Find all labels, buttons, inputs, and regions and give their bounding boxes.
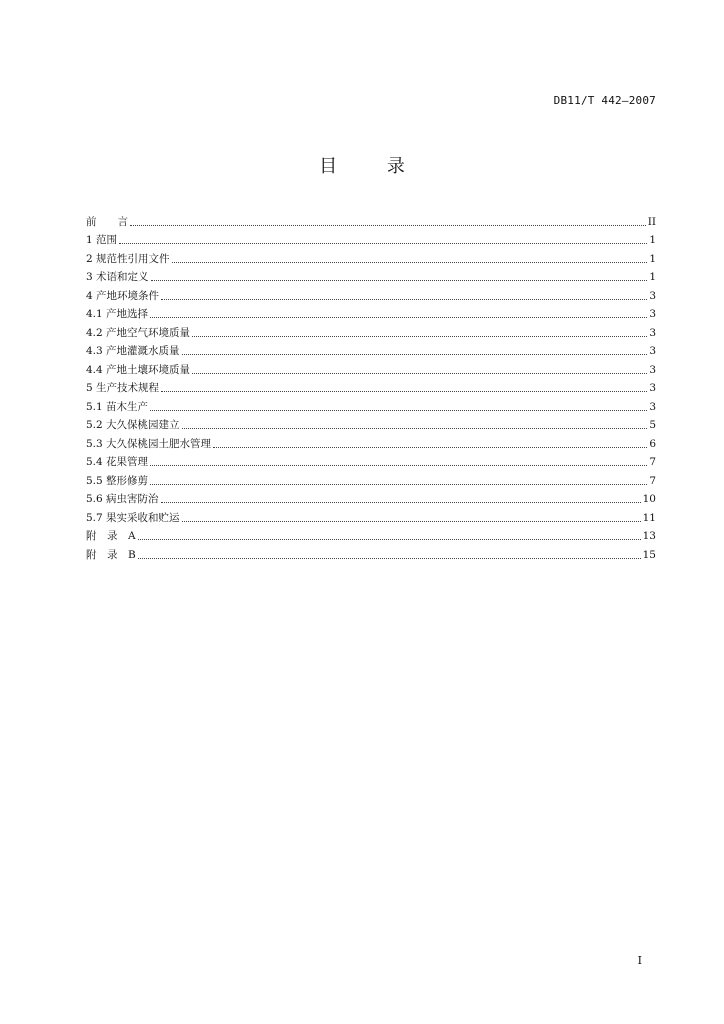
toc-leader-dots: [138, 539, 641, 540]
toc-entry-label: 3 术语和定义: [86, 271, 149, 283]
toc-entry-label: 5.1 苗木生产: [86, 400, 149, 413]
toc-entry-label: 2 规范性引用文件: [86, 252, 170, 265]
toc-leader-dots: [130, 225, 646, 226]
toc-entry-label: 5.6 病虫害防治: [86, 493, 159, 505]
toc-entry-1[interactable]: [86, 229, 656, 248]
toc-leader-dots: [192, 373, 647, 374]
toc-entry-page: 15: [642, 548, 656, 561]
toc-entry-page: 3: [649, 308, 656, 320]
toc-entry-5[interactable]: [86, 377, 656, 396]
toc-entry-label: 4.1 产地选择: [86, 308, 149, 320]
toc-entry-page: 13: [642, 530, 656, 542]
toc-entry-page: 1: [649, 252, 656, 265]
toc-entry-5-4[interactable]: [86, 451, 656, 470]
toc-entry-label: 5.3 大久保桃园土肥水管理: [86, 437, 212, 450]
toc-entry-page: 11: [642, 511, 656, 524]
toc-entry-page: 1: [649, 271, 656, 283]
document-code: DB11/T 442—2007: [553, 94, 656, 107]
toc-entry-5-5[interactable]: [86, 469, 656, 488]
toc-entry-page: 5: [649, 419, 656, 431]
toc-entry-page: 3: [649, 326, 656, 339]
toc-entry-3[interactable]: [86, 266, 656, 285]
toc-leader-dots: [150, 410, 647, 411]
toc-entry-page: 10: [642, 493, 656, 505]
toc-entry-label: 5.4 花果管理: [86, 456, 149, 468]
toc-leader-dots: [151, 280, 648, 281]
toc-entry-4-3[interactable]: [86, 340, 656, 359]
toc-leader-dots: [161, 299, 647, 300]
toc-entry-page: II: [647, 215, 656, 228]
toc-entry-2[interactable]: [86, 247, 656, 266]
toc-leader-dots: [150, 317, 647, 318]
toc-entry-foreword[interactable]: [86, 210, 656, 229]
toc-entry-4[interactable]: [86, 284, 656, 303]
toc-entry-label: 5.2 大久保桃园建立: [86, 419, 180, 431]
toc-entry-label: 1 范围: [86, 234, 118, 246]
toc-leader-dots: [150, 484, 647, 485]
toc-entry-label: 5.5 整形修剪: [86, 474, 149, 487]
toc-entry-5-7[interactable]: [86, 506, 656, 525]
toc-leader-dots: [182, 428, 648, 429]
toc-leader-dots: [182, 521, 641, 522]
toc-entry-page: 7: [649, 456, 656, 468]
toc-entry-4-4[interactable]: [86, 358, 656, 377]
toc-entry-page: 3: [649, 363, 656, 376]
toc-entry-4-1[interactable]: [86, 303, 656, 322]
toc-entry-5-6[interactable]: [86, 488, 656, 507]
toc-list: [86, 210, 656, 562]
toc-leader-dots: [150, 465, 647, 466]
toc-entry-page: 3: [649, 382, 656, 394]
toc-entry-label: 4.4 产地土壤环境质量: [86, 363, 191, 376]
toc-leader-dots: [192, 336, 647, 337]
toc-entry-5-2[interactable]: [86, 414, 656, 433]
toc-leader-dots: [213, 447, 647, 448]
toc-leader-dots: [172, 262, 648, 263]
toc-entry-page: 7: [649, 474, 656, 487]
toc-entry-label: 4.3 产地灌溉水质量: [86, 345, 180, 357]
toc-entry-5-3[interactable]: [86, 432, 656, 451]
toc-entry-page: 6: [649, 437, 656, 450]
toc-leader-dots: [138, 558, 641, 559]
toc-entry-page: 3: [649, 400, 656, 413]
toc-leader-dots: [182, 354, 648, 355]
toc-entry-label: 5 生产技术规程: [86, 382, 160, 394]
page-number: I: [637, 954, 642, 967]
toc-entry-label: 5.7 果实采收和贮运: [86, 511, 180, 524]
toc-entry-page: 1: [649, 234, 656, 246]
toc-entry-label: 4 产地环境条件: [86, 289, 160, 302]
toc-leader-dots: [161, 502, 641, 503]
toc-entry-label: 4.2 产地空气环境质量: [86, 326, 191, 339]
toc-title: 目 录: [319, 156, 427, 177]
toc-entry-appendix-a[interactable]: [86, 525, 656, 544]
toc-entry-label: 附 录 B: [86, 548, 136, 561]
toc-leader-dots: [119, 243, 647, 244]
toc-entry-5-1[interactable]: [86, 395, 656, 414]
toc-entry-label: 附 录 A: [86, 530, 136, 542]
toc-entry-label: 前 言: [86, 215, 128, 228]
toc-entry-page: 3: [649, 345, 656, 357]
toc-leader-dots: [161, 391, 647, 392]
toc-entry-4-2[interactable]: [86, 321, 656, 340]
toc-entry-appendix-b[interactable]: [86, 543, 656, 562]
toc-entry-page: 3: [649, 289, 656, 302]
